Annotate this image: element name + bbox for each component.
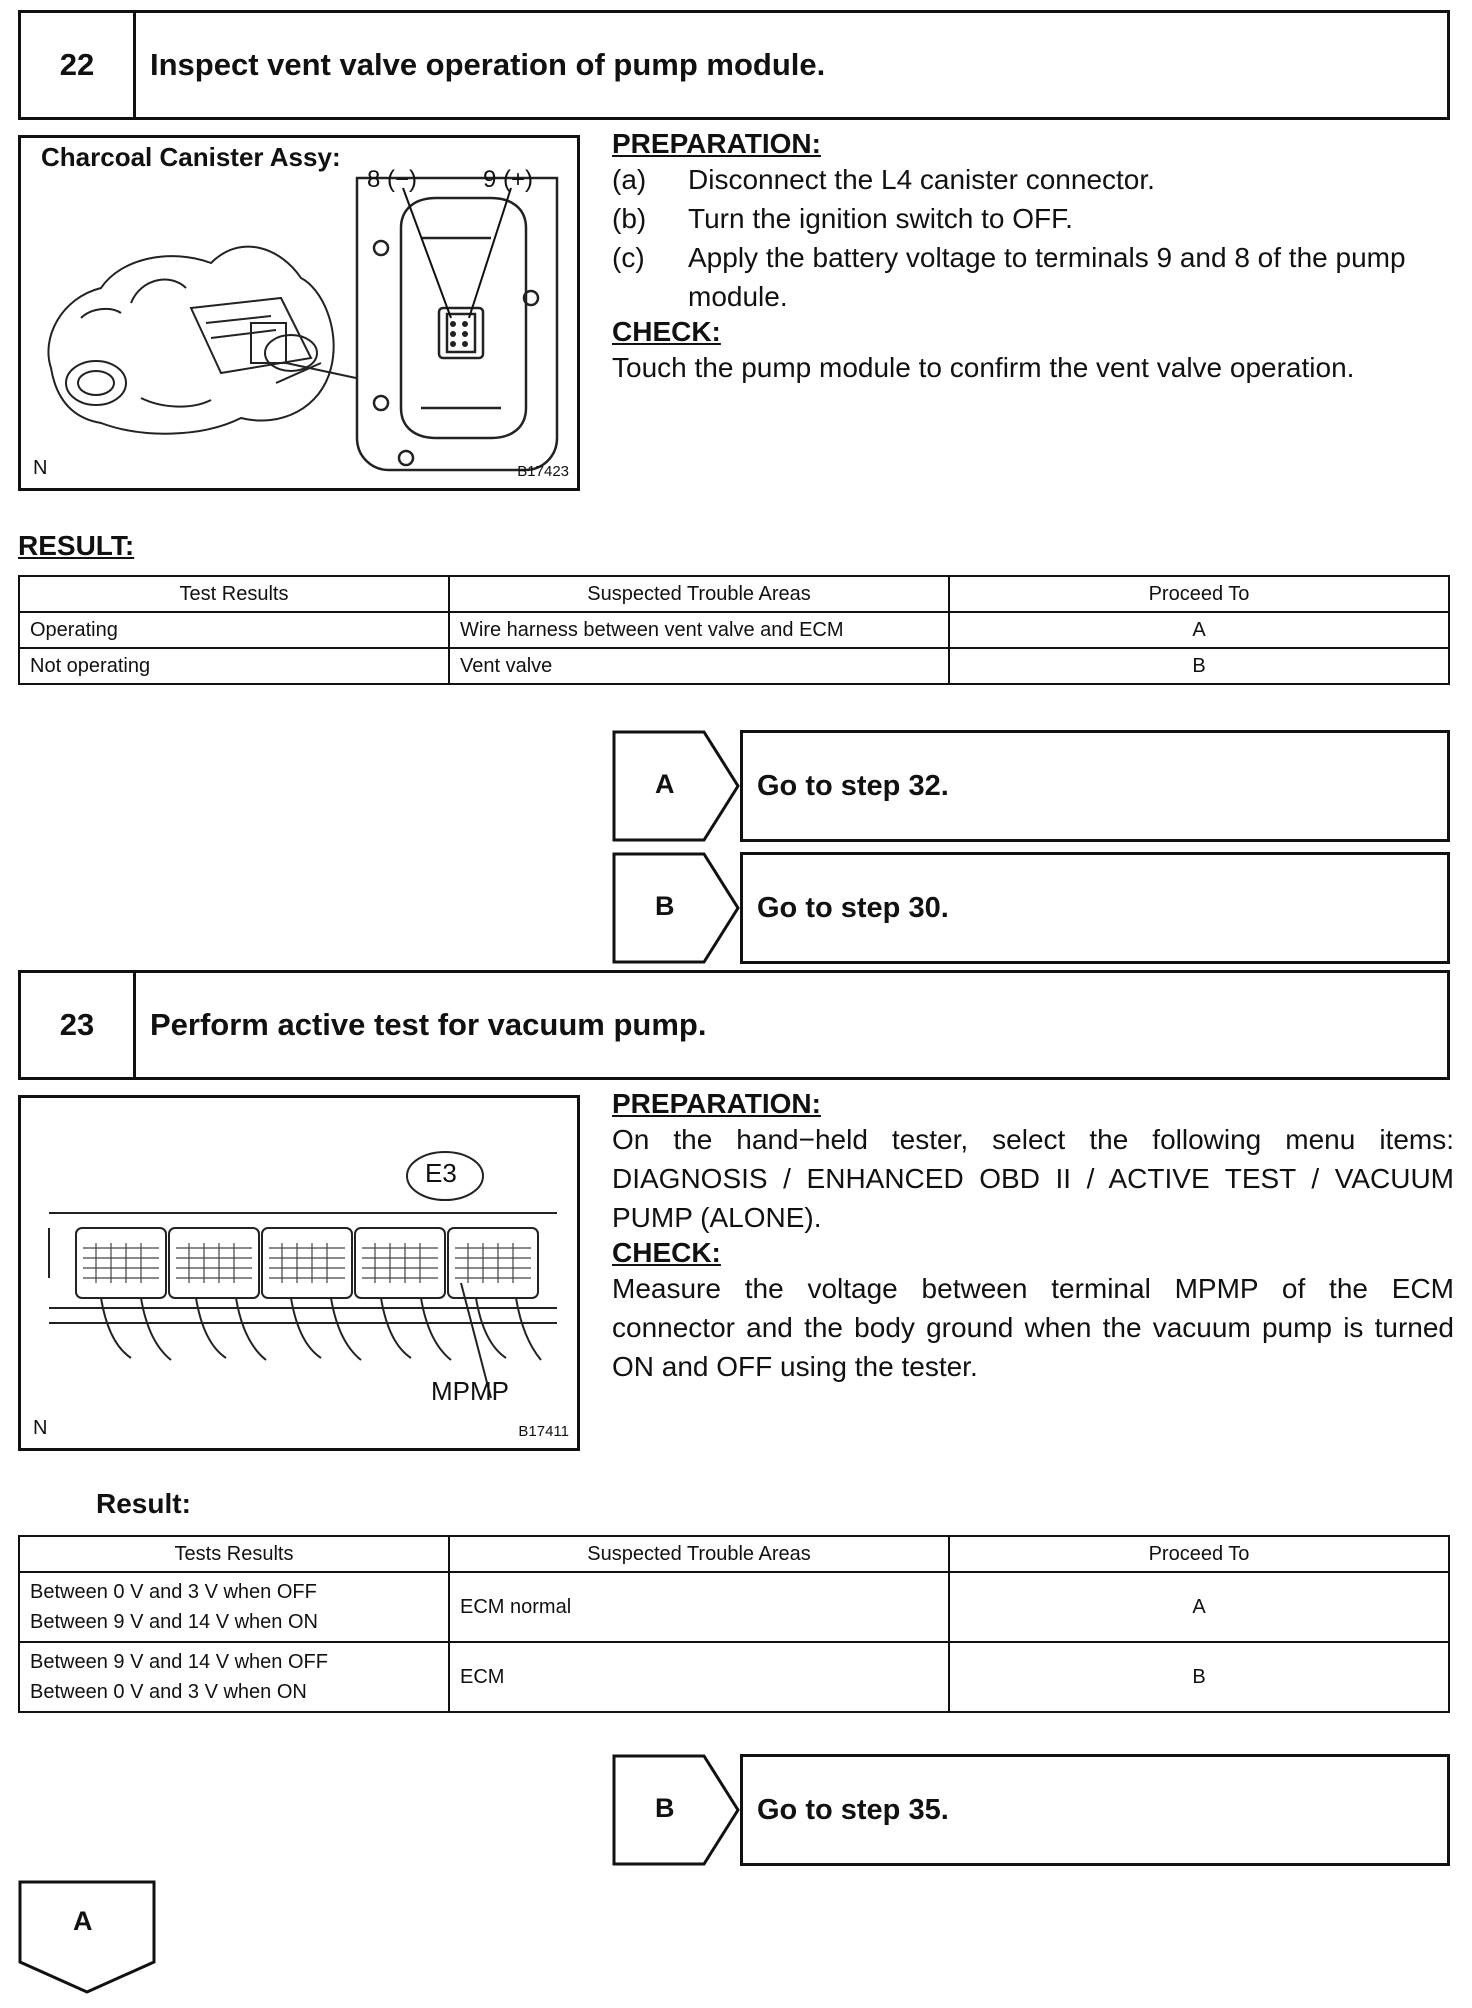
list-item: (c) Apply the battery voltage to terminals 9 and 8 of the pump module. [612,242,1406,312]
preparation-heading: PREPARATION: [612,1088,821,1119]
result-table-23 [18,1535,1450,1713]
terminal-8-label: 8 (−) [367,166,418,193]
result-b-letter: B [655,891,675,921]
terminal-9-label: 9 (+) [483,166,534,193]
table-row: Not operating Vent valve B [19,648,1449,684]
step-22-instructions [612,128,1454,387]
table-row: Between 9 V and 14 V when OFF Between 0 V and 3 V when ON ECM B [19,1642,1449,1712]
preparation-text: On the hand−held tester, select the following menu items: DIAGNOSIS / ENHANCED OBD II / ACTIVE TEST / VACUUM PUMP (ALONE). [612,1124,1454,1233]
table-header: Proceed To [949,1536,1449,1572]
figure-code: B17411 [518,1423,569,1440]
result-b-letter: B [655,1793,675,1823]
result-heading: RESULT: [18,530,135,561]
table-header: Suspected Trouble Areas [449,576,949,612]
table-header: Suspected Trouble Areas [449,1536,949,1572]
list-item: (b) Turn the ignition switch to OFF. [612,203,1073,234]
table-row: Operating Wire harness between vent valve and ECM A [19,612,1449,648]
result-table-22 [18,575,1450,685]
step-number: 22 [21,13,136,117]
ecm-connector-figure [18,1095,580,1451]
figure-corner-letter: N [33,457,48,479]
step-23-header [18,970,1450,1080]
figure-code: B17423 [517,463,569,480]
result-a-arrow [612,730,742,842]
step-23-instructions [612,1088,1454,1386]
result-a-letter: A [655,769,675,799]
step-title: Perform active test for vacuum pump. [150,1007,707,1042]
figure-corner-letter: N [33,1417,48,1439]
list-item: (a) Disconnect the L4 canister connector. [612,164,1155,195]
continue-a-arrow [18,1880,160,1996]
result-heading: Result: [96,1488,191,1519]
check-heading: CHECK: [612,1237,721,1268]
go-to-step-30-link[interactable]: Go to step 30. [740,852,1450,964]
table-row: Between 0 V and 3 V when OFF Between 9 V and 14 V when ON ECM normal A [19,1572,1449,1642]
go-to-step-32-link[interactable]: Go to step 32. [740,730,1450,842]
step-title: Inspect vent valve operation of pump module. [150,47,826,82]
preparation-heading: PREPARATION: [612,128,821,159]
connector-e3-label: E3 [425,1158,457,1188]
result-b-arrow [612,852,742,964]
check-heading: CHECK: [612,316,721,347]
step-number: 23 [21,973,136,1077]
step-22-header [18,10,1450,120]
preparation-list [612,160,1454,316]
figure-caption: Charcoal Canister Assy: [41,142,341,172]
check-text: Touch the pump module to confirm the vent valve operation. [612,352,1355,383]
check-text: Measure the voltage between terminal MPMP of the ECM connector and the body ground when the vacuum pump is turned ON and OFF using the tester. [612,1273,1454,1382]
table-header: Proceed To [949,576,1449,612]
mpmp-terminal-label: MPMP [431,1376,509,1406]
charcoal-canister-figure [18,135,580,491]
continue-a-letter[interactable]: A [73,1906,93,1936]
go-to-step-35-link[interactable]: Go to step 35. [740,1754,1450,1866]
result-b-arrow [612,1754,742,1866]
table-header: Test Results [19,576,449,612]
table-header: Tests Results [19,1536,449,1572]
